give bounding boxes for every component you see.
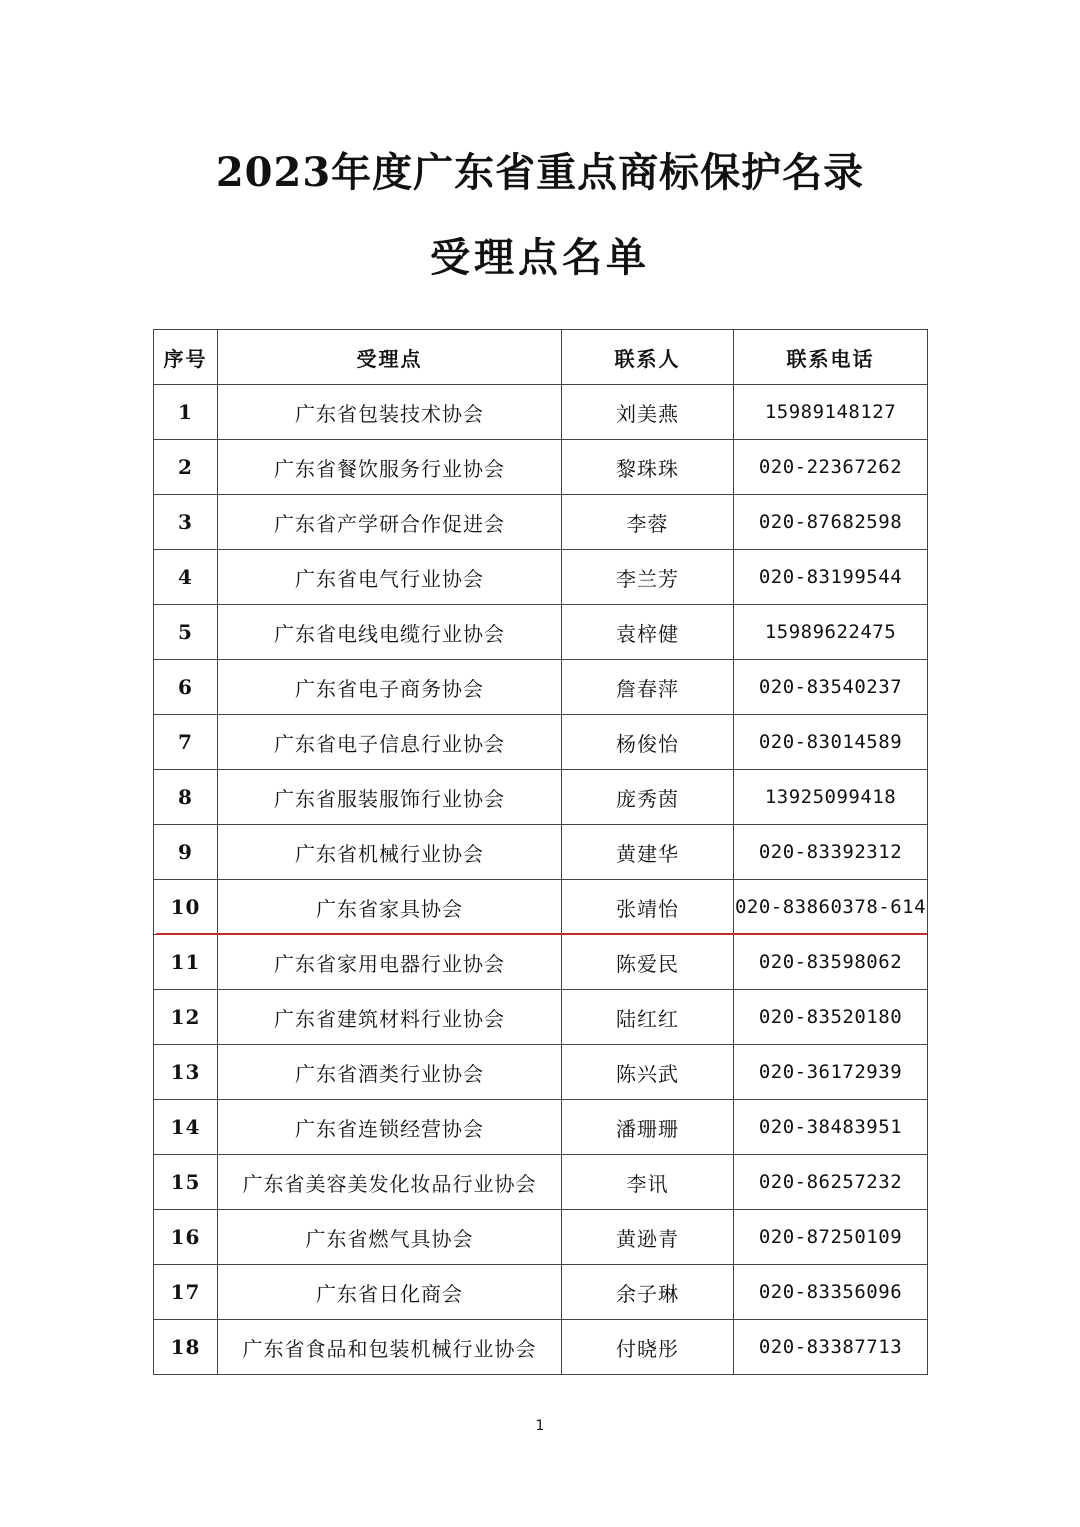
row-phone: 020-86257232 bbox=[734, 1155, 928, 1210]
row-contact: 袁梓健 bbox=[562, 605, 734, 660]
row-organization: 广东省食品和包装机械行业协会 bbox=[218, 1320, 562, 1375]
row-phone: 020-83356096 bbox=[734, 1265, 928, 1320]
row-index: 6 bbox=[154, 660, 218, 715]
row-contact: 李蓉 bbox=[562, 495, 734, 550]
row-phone: 020-83199544 bbox=[734, 550, 928, 605]
table-row bbox=[154, 935, 928, 990]
row-index: 2 bbox=[154, 440, 218, 495]
row-contact: 杨俊怡 bbox=[562, 715, 734, 770]
table-row bbox=[154, 1265, 928, 1320]
header-index: 序号 bbox=[154, 330, 218, 385]
row-organization: 广东省建筑材料行业协会 bbox=[218, 990, 562, 1045]
row-contact: 黎珠珠 bbox=[562, 440, 734, 495]
row-contact: 付晓彤 bbox=[562, 1320, 734, 1375]
row-index: 10 bbox=[154, 880, 218, 935]
row-index: 15 bbox=[154, 1155, 218, 1210]
row-contact: 詹春萍 bbox=[562, 660, 734, 715]
row-contact: 陆红红 bbox=[562, 990, 734, 1045]
table-row bbox=[154, 880, 928, 935]
table-row bbox=[154, 385, 928, 440]
table-row bbox=[154, 1100, 928, 1155]
row-contact: 余子琳 bbox=[562, 1265, 734, 1320]
row-contact: 陈兴武 bbox=[562, 1045, 734, 1100]
row-contact: 刘美燕 bbox=[562, 385, 734, 440]
row-index: 12 bbox=[154, 990, 218, 1045]
row-phone: 020-87250109 bbox=[734, 1210, 928, 1265]
row-organization: 广东省产学研合作促进会 bbox=[218, 495, 562, 550]
row-organization: 广东省电气行业协会 bbox=[218, 550, 562, 605]
row-contact: 黄建华 bbox=[562, 825, 734, 880]
document-subtitle: 受理点名单 bbox=[430, 234, 650, 281]
contact-table bbox=[153, 329, 928, 1375]
row-organization: 广东省包装技术协会 bbox=[218, 385, 562, 440]
row-contact: 张靖怡 bbox=[562, 880, 734, 935]
row-phone: 020-83387713 bbox=[734, 1320, 928, 1375]
row-organization: 广东省电子商务协会 bbox=[218, 660, 562, 715]
row-contact: 黄逊青 bbox=[562, 1210, 734, 1265]
row-organization: 广东省服装服饰行业协会 bbox=[218, 770, 562, 825]
row-organization: 广东省家具协会 bbox=[218, 880, 562, 935]
row-index: 4 bbox=[154, 550, 218, 605]
page-number: 1 bbox=[535, 1418, 545, 1434]
table-row bbox=[154, 825, 928, 880]
header-phone: 联系电话 bbox=[734, 330, 928, 385]
table-row bbox=[154, 1155, 928, 1210]
row-organization: 广东省家用电器行业协会 bbox=[218, 935, 562, 990]
row-organization: 广东省酒类行业协会 bbox=[218, 1045, 562, 1100]
row-index: 5 bbox=[154, 605, 218, 660]
header-contact: 联系人 bbox=[562, 330, 734, 385]
row-phone: 15989148127 bbox=[734, 385, 928, 440]
row-index: 18 bbox=[154, 1320, 218, 1375]
table-row bbox=[154, 990, 928, 1045]
table-row bbox=[154, 715, 928, 770]
row-organization: 广东省机械行业协会 bbox=[218, 825, 562, 880]
row-organization: 广东省电线电缆行业协会 bbox=[218, 605, 562, 660]
table-row bbox=[154, 1320, 928, 1375]
table-header-row bbox=[154, 330, 928, 385]
row-organization: 广东省日化商会 bbox=[218, 1265, 562, 1320]
row-phone: 020-87682598 bbox=[734, 495, 928, 550]
table-row bbox=[154, 1045, 928, 1100]
table-row bbox=[154, 605, 928, 660]
row-phone: 020-83014589 bbox=[734, 715, 928, 770]
row-index: 9 bbox=[154, 825, 218, 880]
row-contact: 陈爱民 bbox=[562, 935, 734, 990]
table-row bbox=[154, 550, 928, 605]
table-row bbox=[154, 440, 928, 495]
row-index: 14 bbox=[154, 1100, 218, 1155]
row-index: 13 bbox=[154, 1045, 218, 1100]
row-organization: 广东省美容美发化妆品行业协会 bbox=[218, 1155, 562, 1210]
row-contact: 李兰芳 bbox=[562, 550, 734, 605]
table-row bbox=[154, 495, 928, 550]
red-highlight-line bbox=[156, 933, 927, 935]
row-index: 3 bbox=[154, 495, 218, 550]
table-row bbox=[154, 770, 928, 825]
row-contact: 潘珊珊 bbox=[562, 1100, 734, 1155]
row-organization: 广东省电子信息行业协会 bbox=[218, 715, 562, 770]
row-contact: 庞秀茵 bbox=[562, 770, 734, 825]
row-phone: 020-83520180 bbox=[734, 990, 928, 1045]
row-phone: 020-38483951 bbox=[734, 1100, 928, 1155]
row-index: 7 bbox=[154, 715, 218, 770]
row-contact: 李讯 bbox=[562, 1155, 734, 1210]
header-organization: 受理点 bbox=[218, 330, 562, 385]
row-index: 8 bbox=[154, 770, 218, 825]
row-index: 1 bbox=[154, 385, 218, 440]
table-row bbox=[154, 660, 928, 715]
document-title: 2023年度广东省重点商标保护名录 bbox=[215, 149, 865, 196]
row-phone: 020-22367262 bbox=[734, 440, 928, 495]
row-index: 17 bbox=[154, 1265, 218, 1320]
row-organization: 广东省连锁经营协会 bbox=[218, 1100, 562, 1155]
row-phone: 020-83540237 bbox=[734, 660, 928, 715]
row-phone: 15989622475 bbox=[734, 605, 928, 660]
row-phone: 020-83598062 bbox=[734, 935, 928, 990]
table-row bbox=[154, 1210, 928, 1265]
row-organization: 广东省燃气具协会 bbox=[218, 1210, 562, 1265]
row-phone: 020-83392312 bbox=[734, 825, 928, 880]
row-index: 11 bbox=[154, 935, 218, 990]
row-index: 16 bbox=[154, 1210, 218, 1265]
row-organization: 广东省餐饮服务行业协会 bbox=[218, 440, 562, 495]
row-phone: 13925099418 bbox=[734, 770, 928, 825]
row-phone: 020-36172939 bbox=[734, 1045, 928, 1100]
row-phone: 020-83860378-614 bbox=[734, 880, 928, 935]
